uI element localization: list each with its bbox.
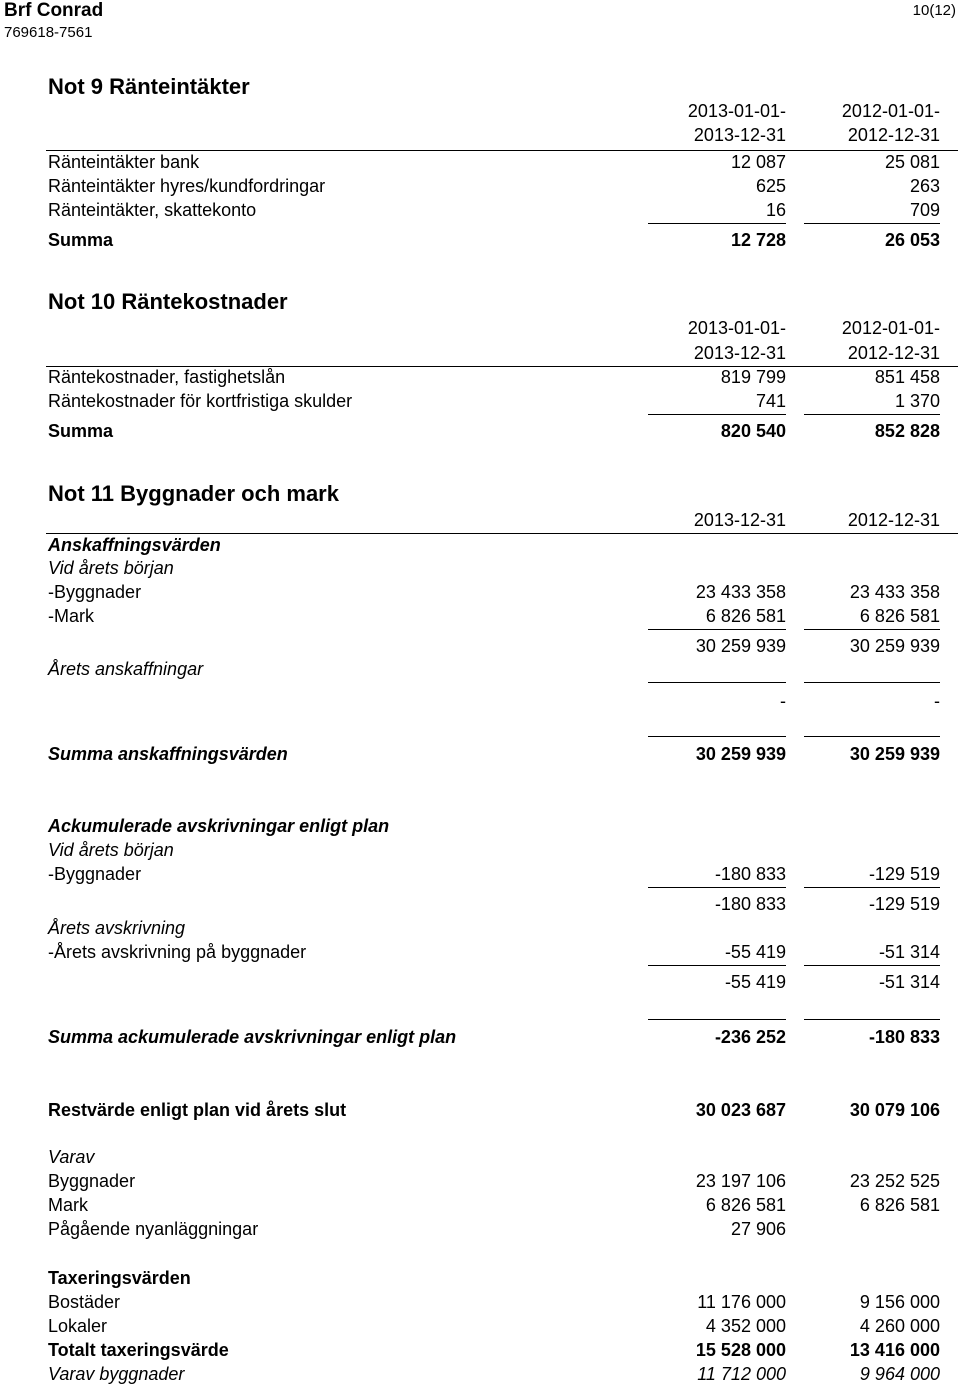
subheading: Årets anskaffningar — [48, 659, 204, 679]
value: 6 826 581 — [859, 606, 940, 626]
row-label: Räntekostnader, fastighetslån — [48, 367, 286, 387]
col-header: 2012-12-31 — [847, 510, 940, 530]
row-label: Bostäder — [48, 1292, 121, 1312]
sum-line — [648, 965, 786, 966]
row-label: Ränteintäkter hyres/kundfordringar — [48, 176, 326, 196]
sum-line — [804, 629, 940, 630]
sum-value: -236 252 — [714, 1027, 786, 1047]
sum-line — [804, 682, 940, 683]
sum-value: 12 728 — [730, 230, 786, 250]
sum-line — [804, 736, 940, 737]
row-label: -Byggnader — [48, 864, 142, 884]
value: 27 906 — [730, 1219, 786, 1239]
value: 6 826 581 — [859, 1195, 940, 1215]
residual-value: 30 023 687 — [695, 1100, 786, 1120]
value: -51 314 — [878, 942, 940, 962]
value: 11 712 000 — [697, 1364, 786, 1384]
value: 851 458 — [874, 367, 940, 387]
value: 4 352 000 — [705, 1316, 786, 1336]
value: 4 260 000 — [859, 1316, 940, 1336]
sum-line — [648, 223, 786, 224]
subtotal-value: -51 314 — [878, 972, 940, 992]
subtotal-value: -129 519 — [868, 894, 940, 914]
col-header: 2012-12-31 — [847, 343, 940, 363]
sum-line — [804, 965, 940, 966]
sum-line — [648, 1019, 786, 1020]
row-label: Lokaler — [48, 1316, 108, 1336]
value: 25 081 — [884, 152, 940, 172]
row-label: Ränteintäkter bank — [48, 152, 200, 172]
company-name: Brf Conrad — [4, 0, 104, 21]
value: 23 433 358 — [849, 582, 940, 602]
col-header: 2013-12-31 — [693, 125, 786, 145]
residual-label: Restvärde enligt plan vid årets slut — [48, 1100, 347, 1120]
row-label: Ränteintäkter, skattekonto — [48, 200, 257, 220]
col-header: 2013-12-31 — [693, 510, 786, 530]
value: 6 826 581 — [705, 606, 786, 626]
col-header: 2012-12-31 — [847, 125, 940, 145]
col-header: 2013-01-01- — [687, 101, 786, 121]
col-header: 2012-01-01- — [841, 101, 940, 121]
subheading: Årets avskrivning — [48, 918, 186, 938]
subheading: Varav — [48, 1147, 95, 1167]
sum-line — [648, 414, 786, 415]
value: -180 833 — [714, 864, 786, 884]
sum-value: -180 833 — [868, 1027, 940, 1047]
sum-line — [648, 736, 786, 737]
sum-label: Summa — [48, 421, 114, 441]
sum-value: 26 053 — [884, 230, 940, 250]
row-label: Mark — [48, 1195, 88, 1215]
value: 23 197 106 — [695, 1171, 786, 1191]
value: 263 — [909, 176, 940, 196]
col-header: 2012-01-01- — [841, 318, 940, 338]
section-heading: Ackumulerade avskrivningar enligt plan — [48, 816, 390, 836]
sum-label: Summa — [48, 230, 114, 250]
total-label: Totalt taxeringsvärde — [48, 1340, 229, 1360]
row-label: -Byggnader — [48, 582, 142, 602]
row-label: -Årets avskrivning på byggnader — [48, 942, 307, 962]
row-label: Varav byggnader — [48, 1364, 185, 1384]
row-label: Pågående nyanläggningar — [48, 1219, 259, 1239]
value: 625 — [755, 176, 786, 196]
sum-label: Summa anskaffningsvärden — [48, 744, 288, 764]
value: 9 156 000 — [859, 1292, 940, 1312]
sum-line — [804, 887, 940, 888]
value: 23 433 358 — [695, 582, 786, 602]
note-11-title: Not 11 Byggnader och mark — [48, 481, 339, 506]
residual-value: 30 079 106 — [849, 1100, 940, 1120]
value: 12 087 — [730, 152, 786, 172]
section-heading: Anskaffningsvärden — [48, 535, 221, 555]
sum-line — [804, 1019, 940, 1020]
value: 819 799 — [720, 367, 786, 387]
note-10-title: Not 10 Räntekostnader — [48, 289, 288, 314]
sum-value: 30 259 939 — [849, 744, 940, 764]
value: -129 519 — [868, 864, 940, 884]
sum-line — [804, 414, 940, 415]
subtotal-value: -55 419 — [724, 972, 786, 992]
value: 23 252 525 — [849, 1171, 940, 1191]
sum-label: Summa ackumulerade avskrivningar enligt plan — [48, 1027, 457, 1047]
subheading: Vid årets början — [48, 840, 174, 860]
value: - — [934, 691, 940, 711]
value: 6 826 581 — [705, 1195, 786, 1215]
value: 1 370 — [894, 391, 940, 411]
value: 709 — [909, 200, 940, 220]
sum-line — [648, 682, 786, 683]
note-9-title: Not 9 Ränteintäkter — [48, 74, 250, 99]
section-heading: Taxeringsvärden — [48, 1268, 191, 1288]
subheading: Vid årets början — [48, 558, 174, 578]
sum-value: 30 259 939 — [695, 744, 786, 764]
subtotal-value: 30 259 939 — [849, 636, 940, 656]
page-number: 10(12) — [912, 2, 956, 19]
value: -55 419 — [724, 942, 786, 962]
org-number: 769618-7561 — [4, 24, 93, 41]
col-header: 2013-01-01- — [687, 318, 786, 338]
value: - — [780, 691, 786, 711]
total-value: 13 416 000 — [849, 1340, 940, 1360]
sum-line — [804, 223, 940, 224]
subtotal-value: -180 833 — [714, 894, 786, 914]
sum-value: 852 828 — [874, 421, 940, 441]
value: 16 — [765, 200, 786, 220]
total-value: 15 528 000 — [695, 1340, 786, 1360]
subtotal-value: 30 259 939 — [695, 636, 786, 656]
row-label: Räntekostnader för kortfristiga skulder — [48, 391, 353, 411]
row-label: Byggnader — [48, 1171, 136, 1191]
value: 741 — [755, 391, 786, 411]
sum-line — [648, 629, 786, 630]
col-header: 2013-12-31 — [693, 343, 786, 363]
value: 11 176 000 — [697, 1292, 786, 1312]
row-label: -Mark — [48, 606, 94, 626]
sum-line — [648, 887, 786, 888]
sum-value: 820 540 — [720, 421, 786, 441]
value: 9 964 000 — [859, 1364, 940, 1384]
